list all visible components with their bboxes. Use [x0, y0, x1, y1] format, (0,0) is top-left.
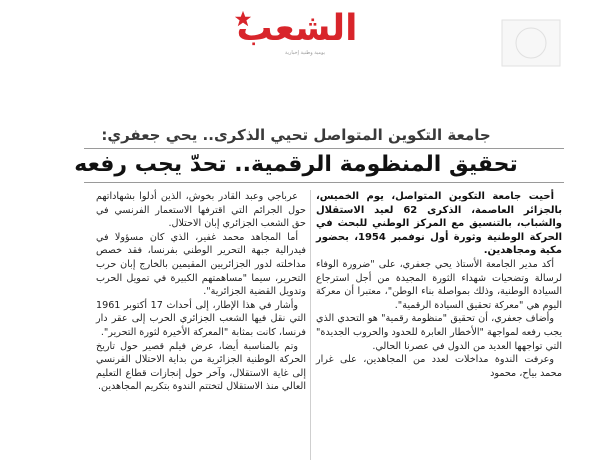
article-right-column	[316, 190, 562, 380]
headline-bottom-rule	[84, 182, 564, 183]
article-lead-paragraph: أحيت جامعة التكوين المتواصل، يوم الخميس، بالجزائر العاصمة، الذكرى 62 لعيد الاستقلال والشباب، بالتنسيق مع المركز الوطني للبحث في الحركة الوطنية وثورة أول نوفمبر 1954، بحضور مكية ومجاهدين.	[316, 191, 563, 257]
article-paragraph: وتم بالمناسبة أيضا، عرض فيلم قصير حول تاريخ الحركة الوطنية الجزائرية من بداية الاحتلال الفرنسي إلى غاية الاستقلال، وآخر حول إنجازات قطاع التعليم العالي منذ الاستقلال لتختتم الندوة بتكريم المجاهدين.	[96, 340, 306, 393]
article-paragraph: عرباجي وعبد القادر بخوش، الذين أدلوا بشهاداتهم حول الجرائم التي اقترفها الاستعمار الفرنسي في حق الشعب الجزائري إبان الاحتلال.	[96, 191, 306, 230]
article-paragraph: وأضاف جعفري، أن تحقيق "منظومة رقمية" هو التحدي الذي يجب رفعه لمواجهة "الأخطار العابرة للحدود والحروب الجديدة" التي تواجهها العديد من الدول في عصرنا الحالي.	[316, 313, 562, 352]
article-left-column	[96, 190, 306, 394]
article-paragraph: أما المجاهد محمد غفير، الذي كان مسؤولا في فيدرالية جبهة التحرير الوطني بفرنسا، فقد خصص مداخلته لدور الجزائريين المقيمين بالخارج إبان حرب التحرير، سيما "مساهمتهم الكبيرة في تمويل الحرب وتدويل القضية الجزائرية".	[96, 231, 306, 298]
headline-top-rule	[84, 148, 564, 149]
article-headline: تحقيق المنظومة الرقمية.. تحدّ يجب رفعه	[74, 152, 518, 177]
article-paragraph: وعرفت الندوة مداخلات لعدد من المجاهدين، على غرار محمد بياح، محمود	[316, 354, 562, 379]
stamp-icon	[500, 18, 562, 68]
newspaper-logo[interactable]: الشعب	[236, 8, 358, 49]
column-divider	[310, 190, 311, 460]
article-kicker: جامعة التكوين المتواصل تحيي الذكرى.. يحي جعفري:	[101, 126, 491, 144]
masthead	[200, 6, 400, 68]
article-paragraph: وأشار في هذا الإطار، إلى أحداث 17 أكتوبر 1961 التي نقل فيها الشعب الجزائري الحرب إلى عقر دار فرنسا، كانت بمثابة "المعركة الأخيرة لثورة التحرير".	[96, 299, 306, 338]
newspaper-tagline: يومية وطنية إخبارية	[284, 50, 326, 56]
article-paragraph: أكد مدير الجامعة الأستاذ يحي جعفري، على "ضرورة الوفاء لرسالة وتضحيات شهداء الثورة المجيدة من أجل استرجاع السيادة الوطنية، وذلك بمواصلة بناء الوطن"، معتبرا أن معركة اليوم هي "معركة تحقيق السيادة الرقمية".	[316, 258, 562, 311]
